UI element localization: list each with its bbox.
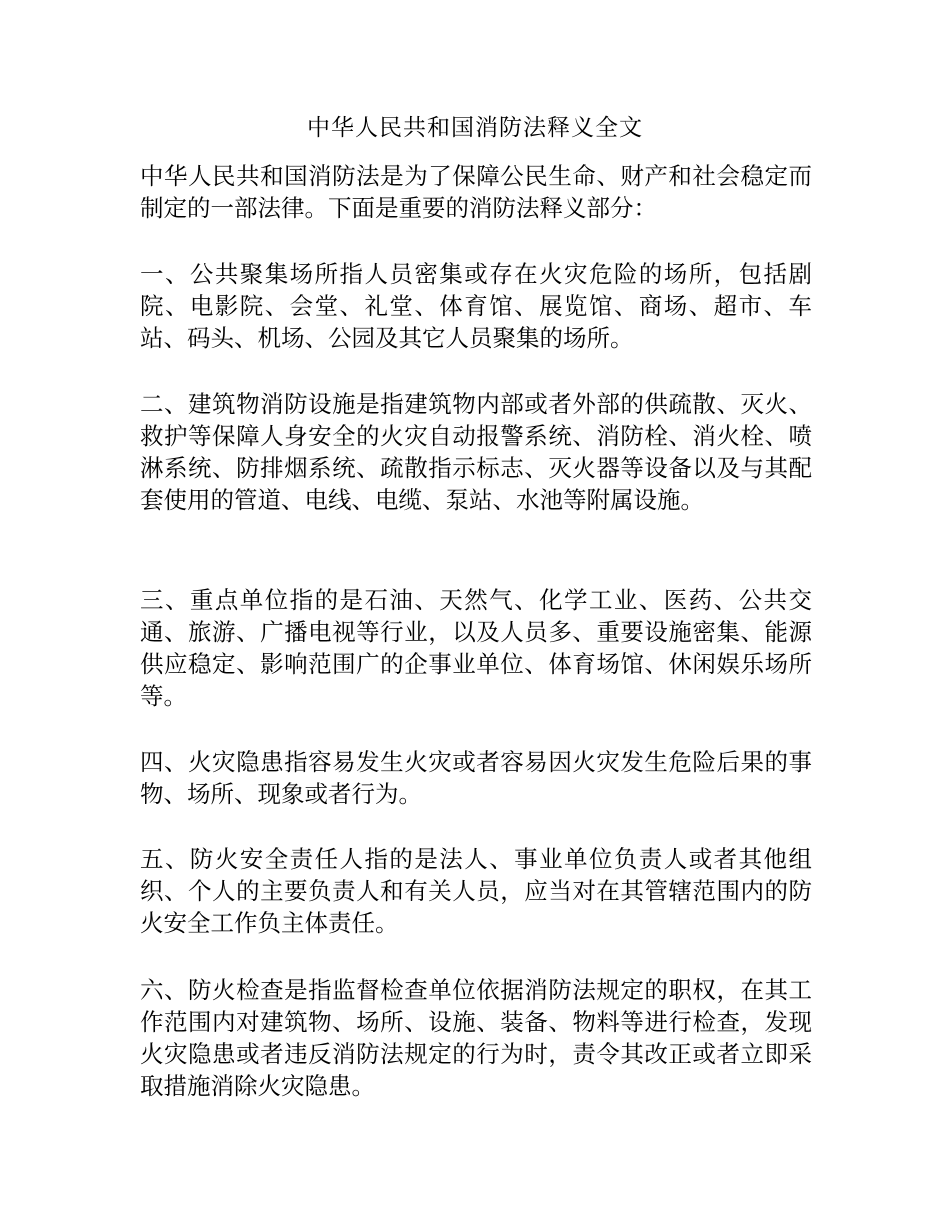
- paragraph-1-public-gathering-places: 一、公共聚集场所指人员密集或存在火灾危险的场所，包括剧院、电影院、会堂、礼堂、体育馆、展览馆、商场、超市、车站、码头、机场、公园及其它人员聚集的场所。: [140, 260, 812, 352]
- paragraph-5-fire-safety-responsible-person: 五、防火安全责任人指的是法人、事业单位负责人或者其他组织、个人的主要负责人和有关人员，应当对在其管辖范围内的防火安全工作负主体责任。: [140, 845, 812, 937]
- paragraph-2-building-fire-facilities: 二、建筑物消防设施是指建筑物内部或者外部的供疏散、灭火、救护等保障人身安全的火灾自动报警系统、消防栓、消火栓、喷淋系统、防排烟系统、疏散指示标志、灭火器等设备以及与其配套使用的管道、电线、电缆、泵站、水池等附属设施。: [140, 390, 812, 514]
- document-title: 中华人民共和国消防法释义全文: [307, 115, 643, 141]
- paragraph-6-fire-inspection: 六、防火检查是指监督检查单位依据消防法规定的职权，在其工作范围内对建筑物、场所、设施、装备、物料等进行检查，发现火灾隐患或者违反消防法规定的行为时，责令其改正或者立即采取措施消除火灾隐患。: [140, 976, 812, 1100]
- intro-paragraph: 中华人民共和国消防法是为了保障公民生命、财产和社会稳定而制定的一部法律。下面是重要的消防法释义部分：: [140, 162, 812, 222]
- paragraph-3-key-units: 三、重点单位指的是石油、天然气、化学工业、医药、公共交通、旅游、广播电视等行业，以及人员多、重要设施密集、能源供应稳定、影响范围广的企事业单位、体育场馆、休闲娱乐场所等。: [140, 586, 812, 710]
- paragraph-4-fire-hazards: 四、火灾隐患指容易发生火灾或者容易因火灾发生危险后果的事物、场所、现象或者行为。: [140, 748, 812, 808]
